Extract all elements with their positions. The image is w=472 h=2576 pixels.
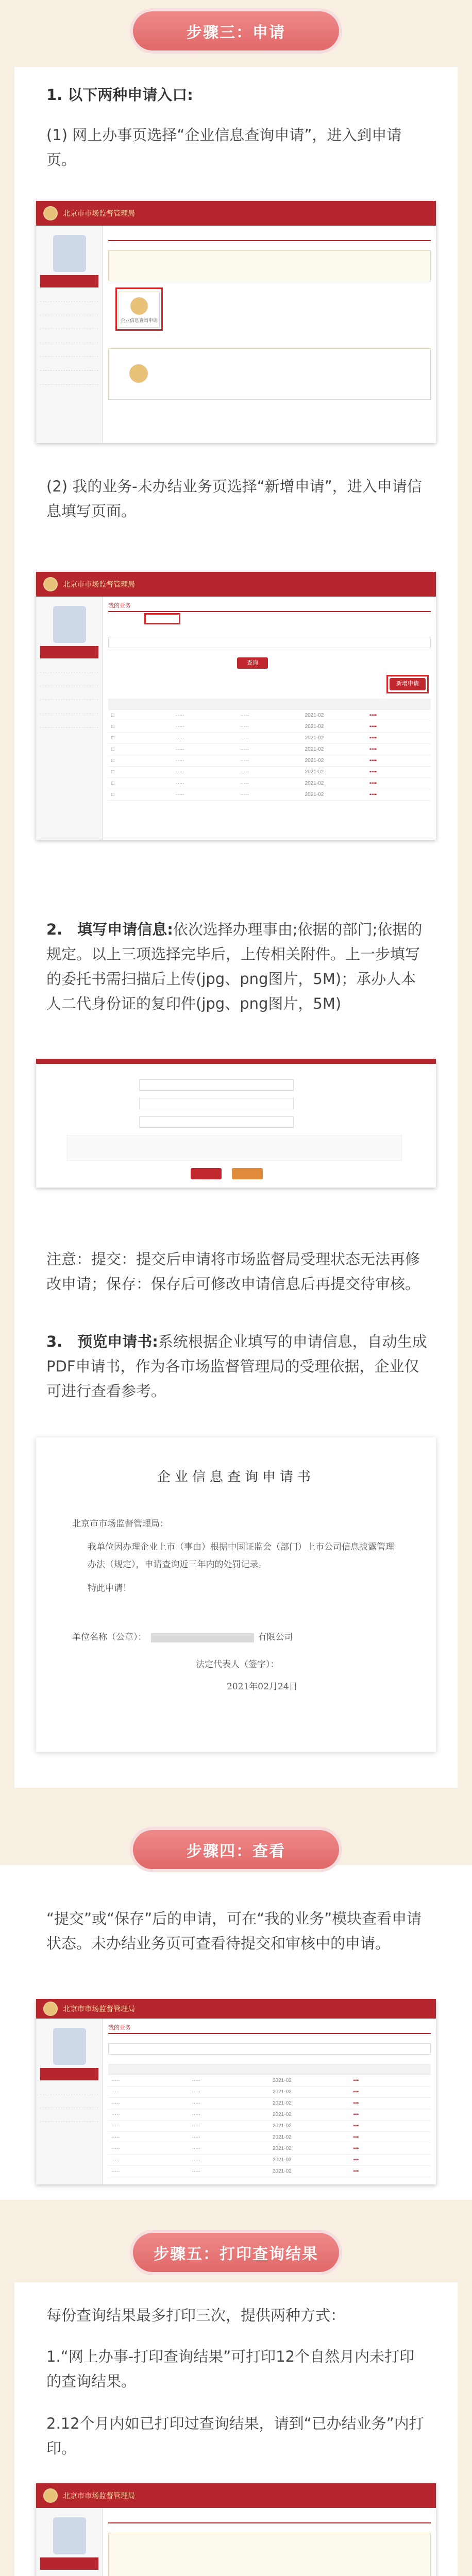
new-apply-highlight	[386, 675, 429, 693]
avatar	[53, 2028, 86, 2065]
table-row[interactable]: □ ····· ····· 2021-02 ▪▪▪▪	[108, 721, 431, 733]
portal-tab-bar	[108, 2512, 431, 2523]
emblem-icon	[43, 2002, 58, 2016]
screenshot-portal	[36, 201, 436, 443]
portal-sidebar	[36, 226, 103, 443]
regulation-select[interactable]	[139, 1116, 294, 1128]
table-row[interactable]: ····· ····· 2021-02 ▪▪▪	[108, 2166, 431, 2177]
sidebar-item[interactable]	[40, 331, 98, 343]
print-main	[108, 2512, 431, 2576]
table-row[interactable]: □ ····· ····· 2021-02 ▪▪▪▪	[108, 710, 431, 721]
sidebar-item[interactable]	[40, 660, 98, 672]
table-row[interactable]: ····· ····· 2021-02 ▪▪▪	[108, 2109, 431, 2121]
portal-sidebar	[36, 2508, 103, 2576]
table-row[interactable]: □ ····· ····· 2021-02 ▪▪▪▪	[108, 733, 431, 744]
save-button[interactable]	[232, 1168, 263, 1179]
apply-entry-label: 企业信息查询申请	[120, 318, 158, 323]
preview-label: 3. 预览申请书:	[46, 1333, 158, 1350]
portal-tab-bar	[108, 230, 431, 241]
avatar	[53, 606, 86, 643]
redacted-name	[151, 1633, 254, 1642]
status-main	[108, 2023, 431, 2179]
step5-method-1: 1.“网上办事-打印查询结果”可打印12个自然月内未打印的查询结果。	[46, 2348, 415, 2390]
filter-row[interactable]	[108, 637, 431, 648]
highlight-box	[115, 287, 163, 331]
fill-paragraph	[46, 917, 428, 1016]
table-row[interactable]: □ ····· ····· 2021-02 ▪▪▪▪	[108, 755, 431, 767]
new-apply-button[interactable]: 新增申请	[390, 678, 426, 690]
portal-brand: 北京市市场监督管理局	[63, 2005, 135, 2013]
doc-thanks: 特此申请！	[88, 1583, 131, 1594]
tab-highlight	[144, 613, 180, 624]
doc-rep: 法定代表人（签字）：	[196, 1659, 279, 1670]
doc-applicant	[72, 1630, 400, 1642]
portal-header	[36, 201, 436, 226]
sidebar-item[interactable]	[40, 716, 98, 728]
table-header	[108, 2064, 431, 2075]
table-row[interactable]: □ ····· ····· 2021-02 ▪▪▪▪	[108, 778, 431, 789]
step3-header	[0, 11, 472, 50]
service-icon	[129, 364, 148, 383]
step4-pill: 步骤四：查看	[133, 1830, 339, 1869]
doc-date: 2021年02月24日	[227, 1682, 298, 1692]
sidebar-item[interactable]	[40, 345, 98, 357]
sidebar-item[interactable]	[40, 2096, 98, 2108]
step4-header	[0, 1830, 472, 1869]
my-business-main	[108, 601, 431, 835]
step5-method-2: 2.12个月内如已打印过查询结果，请到“已办结业务”内打印。	[46, 2415, 424, 2457]
entry-heading: 1. 以下两种申请入口:	[46, 86, 193, 104]
portal-brand: 北京市市场监督管理局	[63, 209, 135, 217]
breadcrumb: 我的业务	[108, 601, 431, 612]
emblem-icon	[43, 2488, 58, 2503]
sidebar-item-my-business[interactable]	[40, 2068, 98, 2080]
sidebar-item-active[interactable]	[40, 275, 98, 287]
doc-title: 企业信息查询申请书	[157, 1469, 315, 1485]
entry-card	[108, 348, 431, 400]
doc-applicant-suffix: 有限公司	[258, 1632, 293, 1642]
form-top-bar	[36, 1059, 436, 1064]
note-text: 注意：提交：提交后申请将市场监督局受理状态无法再修改申请；保存：保存后可修改申请信息后再提交待审核。	[46, 1250, 420, 1293]
sidebar-item[interactable]	[40, 702, 98, 714]
sidebar-item-my-business[interactable]	[40, 646, 98, 658]
sidebar-item[interactable]	[40, 303, 98, 315]
table-row[interactable]: ····· ····· 2021-02 ▪▪▪	[108, 2075, 431, 2087]
breadcrumb: 我的业务	[108, 2023, 431, 2034]
table-row[interactable]: ····· ····· 2021-02 ▪▪▪	[108, 2121, 431, 2132]
step3-pill: 步骤三：申请	[133, 11, 339, 50]
sidebar-item[interactable]	[40, 372, 98, 385]
screenshot-print	[36, 2483, 436, 2576]
search-button[interactable]: 查询	[237, 657, 268, 669]
avatar	[53, 235, 86, 272]
notice-card	[108, 250, 431, 281]
portal-header	[36, 572, 436, 597]
preview-text: 系统根据企业填写的申请信息，自动生成PDF申请书，作为各市场监督管理局的受理依据，企业仅可进行查看参考。	[46, 1333, 427, 1400]
doc-applicant-label: 单位名称（公章）：	[72, 1632, 147, 1642]
table-row[interactable]: ····· ····· 2021-02 ▪▪▪	[108, 2132, 431, 2143]
avatar	[53, 2517, 86, 2554]
sidebar-item[interactable]	[40, 317, 98, 329]
entry-option-1: (1) 网上办事页选择“企业信息查询申请”，进入到申请页。	[46, 126, 402, 168]
emblem-icon	[43, 577, 58, 591]
preview-paragraph	[46, 1329, 428, 1403]
step5-intro: 每份查询结果最多打印三次，提供两种方式：	[46, 2307, 346, 2324]
sidebar-item[interactable]	[40, 688, 98, 700]
table-row[interactable]: □ ····· ····· 2021-02 ▪▪▪▪	[108, 789, 431, 801]
table-row[interactable]: □ ····· ····· 2021-02 ▪▪▪▪	[108, 744, 431, 755]
portal-brand: 北京市市场监督管理局	[63, 2492, 135, 2500]
business-table	[108, 699, 431, 801]
step5-pill: 步骤五：打印查询结果	[133, 2233, 339, 2272]
submit-button[interactable]	[191, 1168, 222, 1179]
table-row[interactable]: □ ····· ····· 2021-02 ▪▪▪▪	[108, 767, 431, 778]
portal-sidebar	[36, 597, 103, 840]
doc-to: 北京市市场监督管理局：	[72, 1519, 168, 1529]
sidebar-item[interactable]	[40, 2571, 98, 2576]
sidebar-item-active[interactable]	[40, 2557, 98, 2570]
portal-header	[36, 1999, 436, 2019]
status-table	[108, 2064, 431, 2177]
sidebar-item[interactable]	[40, 359, 98, 371]
step5-header	[0, 2233, 472, 2272]
portal-sidebar	[36, 2019, 103, 2184]
reason-select[interactable]	[139, 1079, 294, 1091]
portal-brand: 北京市市场监督管理局	[63, 580, 135, 588]
notice-card	[108, 2533, 431, 2576]
table-row[interactable]: ····· ····· 2021-02 ▪▪▪	[108, 2155, 431, 2166]
department-select[interactable]	[139, 1098, 294, 1109]
table-row[interactable]: ····· ····· 2021-02 ▪▪▪	[108, 2143, 431, 2155]
portal-header	[36, 2483, 436, 2508]
attachment-area[interactable]	[67, 1135, 402, 1161]
doc-body: 我单位因办理企业上市（事由）根据中国证监会（部门）上市公司信息披露管理办法（规定），申请查询近三年内的处罚记录。	[88, 1542, 394, 1570]
sidebar-item[interactable]	[40, 289, 98, 301]
fill-text: 依次选择办理事由;依据的部门;依据的规定。以上三项选择完毕后，上传相关附件。上一步填写的委托书需扫描后上传(jpg、png图片，5M)；承办人本人二代身份证的复印件(jpg、png图片，5M)	[46, 921, 423, 1012]
screenshot-form	[36, 1059, 436, 1188]
sidebar-item[interactable]	[40, 2110, 98, 2122]
screenshot-status	[36, 1999, 436, 2184]
fill-label: 2. 填写申请信息:	[46, 921, 173, 938]
screenshot-my-business	[36, 572, 436, 840]
table-header	[108, 699, 431, 710]
entry-option-2: (2) 我的业务-未办结业务页选择“新增申请”，进入申请信息填写页面。	[46, 478, 422, 520]
sidebar-item[interactable]	[40, 2082, 98, 2094]
table-row[interactable]: ····· ····· 2021-02 ▪▪▪	[108, 2098, 431, 2109]
filter-row[interactable]	[108, 2043, 431, 2055]
portal-main	[108, 230, 431, 438]
table-row[interactable]: ····· ····· 2021-02 ▪▪▪	[108, 2087, 431, 2098]
emblem-icon	[43, 206, 58, 221]
sidebar-item[interactable]	[40, 674, 98, 686]
application-preview	[36, 1437, 436, 1752]
step4-text: “提交”或“保存”后的申请，可在“我的业务”模块查看申请状态。未办结业务页可查看待提交和审核中的申请。	[46, 1910, 422, 1952]
